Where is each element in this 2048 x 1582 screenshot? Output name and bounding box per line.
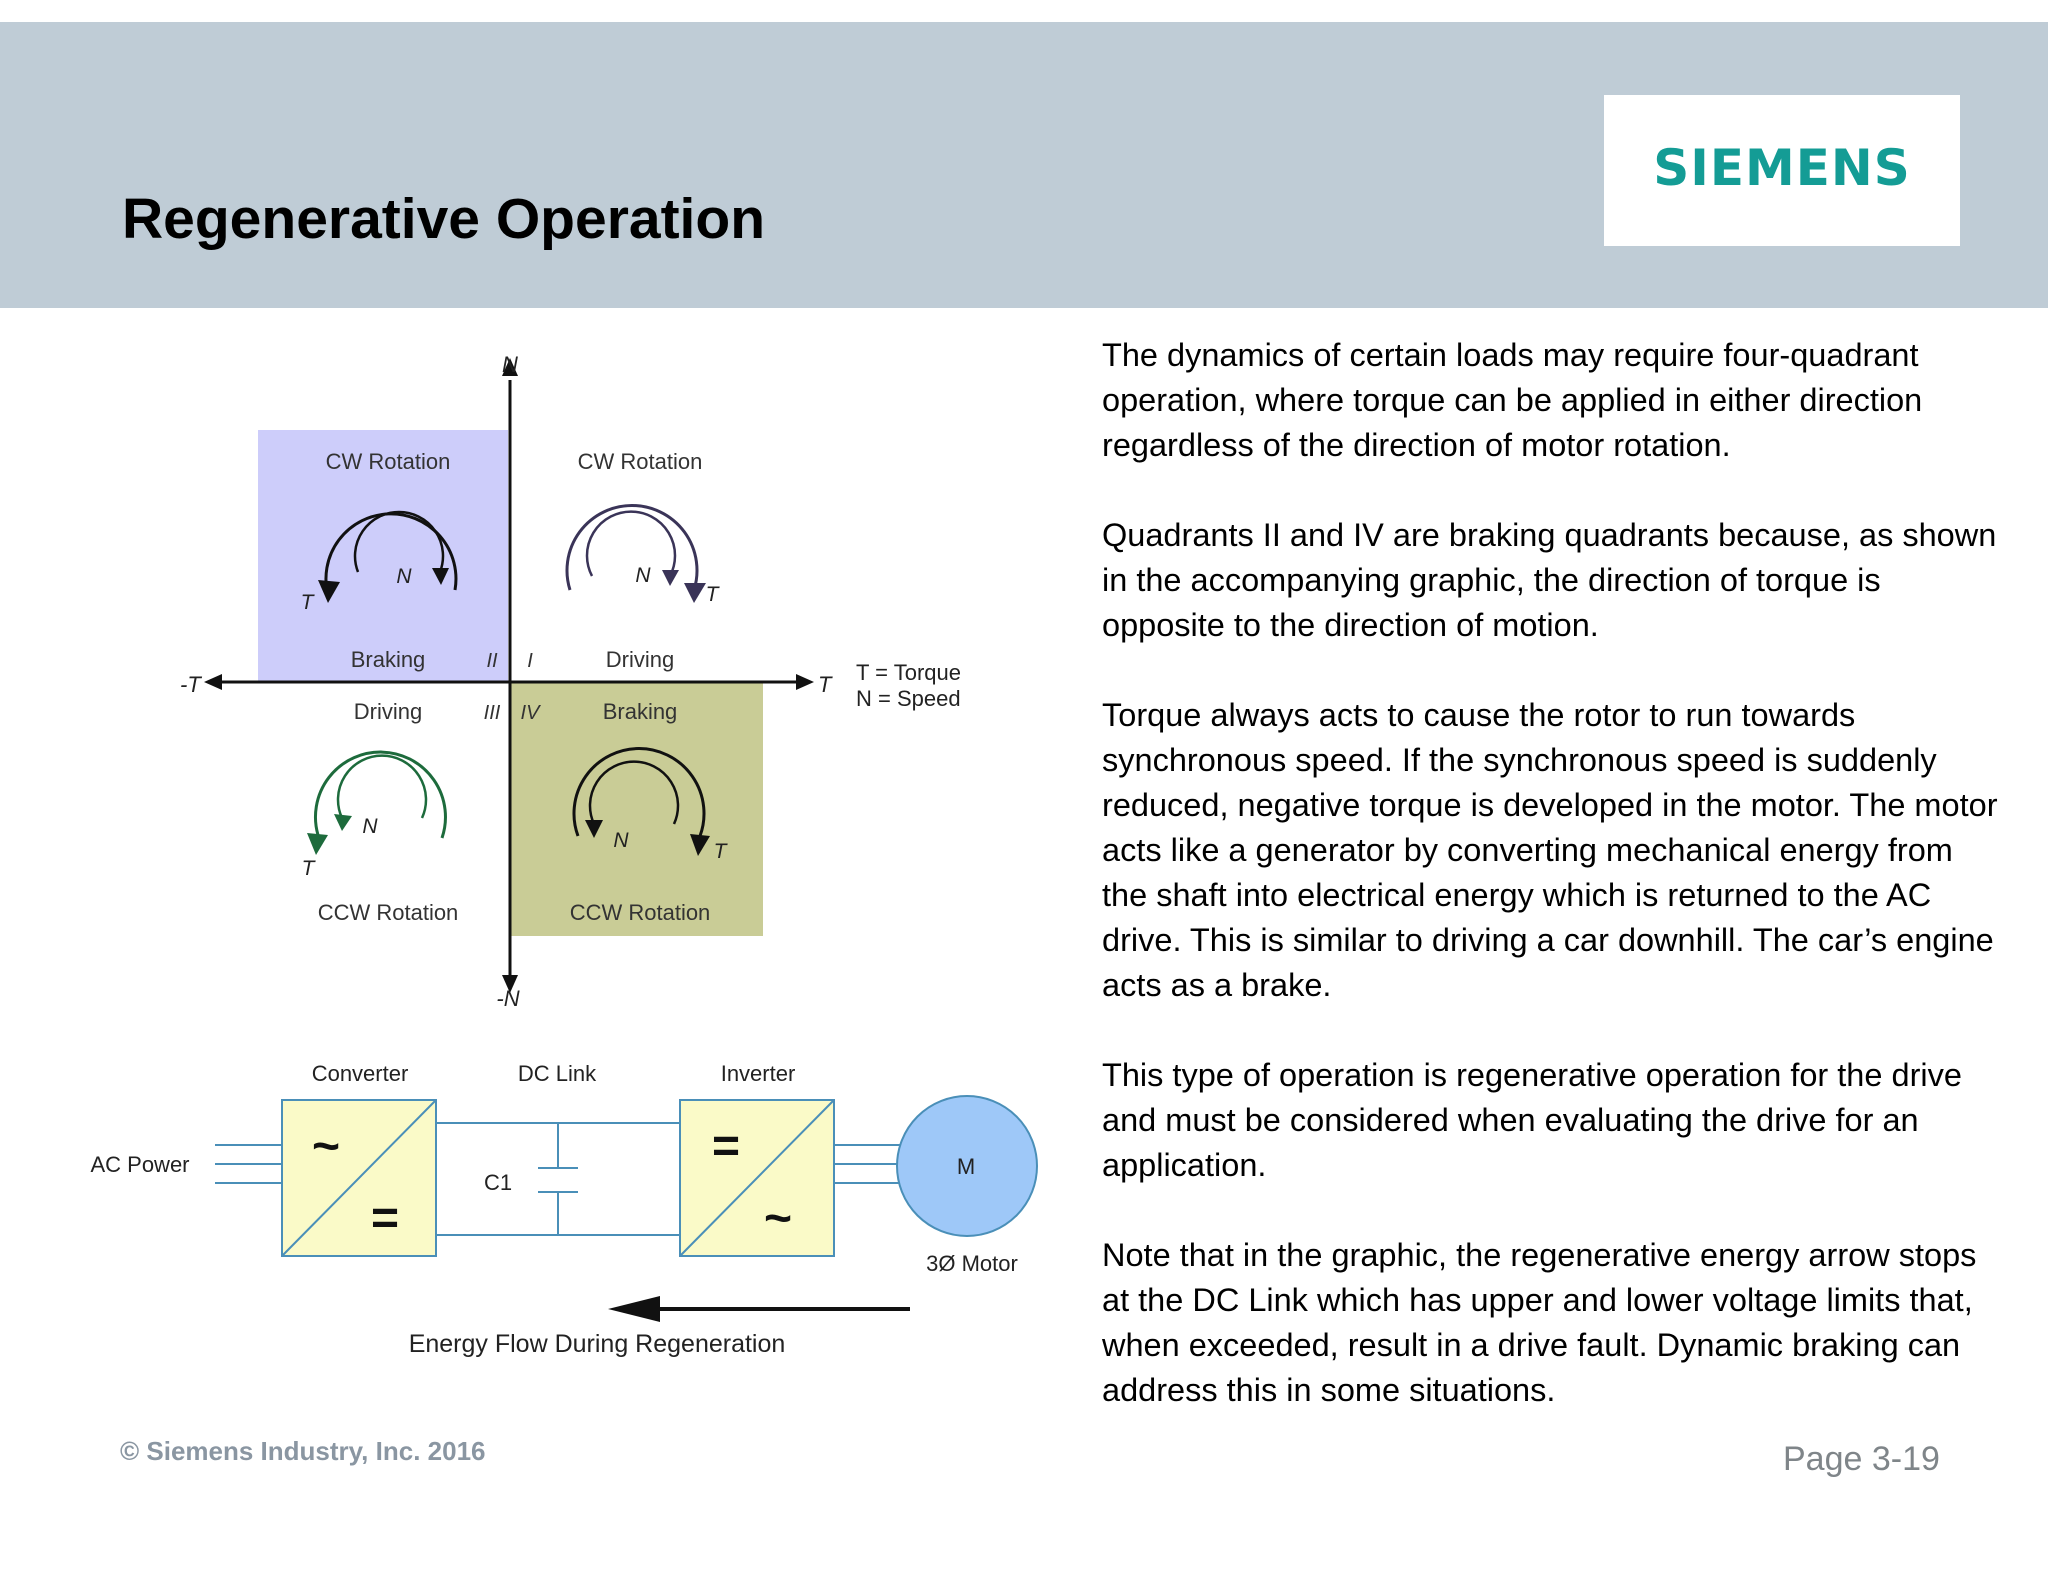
q4-rotation-label: CCW Rotation	[569, 900, 711, 925]
inverter-dc-symbol: =	[711, 1120, 741, 1173]
q1-t-label: T	[705, 583, 719, 606]
q3-speed-arc	[338, 756, 426, 818]
paragraph: Quadrants II and IV are braking quadrants because, as shown in the accompanying graphic, the direction of torque is opposite to the direction of motion.	[1102, 517, 1997, 643]
legend-torque: T = Torque	[856, 660, 961, 685]
paragraph: The dynamics of certain loads may require four-quadrant operation, where torque can be applied in either direction regardless of the direction of motor rotation.	[1102, 337, 1923, 463]
ac-power-label: AC Power	[90, 1152, 190, 1177]
q1-mode-label: Driving	[605, 647, 675, 672]
energy-flow-arrowhead	[608, 1296, 660, 1322]
q3-mode-label: Driving	[353, 699, 423, 724]
q1-torque-arrowhead	[684, 583, 706, 603]
q3-n-label: N	[362, 815, 378, 838]
quadrant-iv-numeral: IV	[520, 702, 540, 724]
inverter-ac-symbol: ~	[763, 1192, 793, 1245]
q2-n-label: N	[396, 565, 412, 588]
torque-axis-left-arrow	[204, 674, 222, 690]
torque-axis-right-arrow	[796, 674, 814, 690]
axis-neg-n-label: -N	[496, 986, 520, 1011]
quadrant-ii-numeral: II	[486, 650, 498, 672]
paragraph: This type of operation is regenerative operation for the drive and must be considered when evaluating the drive for an application.	[1102, 1057, 1962, 1183]
converter-dc-symbol: =	[370, 1192, 400, 1245]
energy-flow-label: Energy Flow During Regeneration	[408, 1330, 786, 1358]
q2-t-label: T	[300, 591, 314, 614]
motor-label: 3Ø Motor	[926, 1251, 1018, 1276]
motor-symbol: M	[956, 1154, 976, 1179]
q2-mode-label: Braking	[350, 647, 426, 672]
q3-torque-arrowhead	[307, 833, 328, 855]
q4-n-label: N	[613, 829, 629, 852]
page-number: Page 3-19	[1783, 1440, 1940, 1478]
dc-link-label: DC Link	[517, 1061, 597, 1086]
q1-speed-arc	[587, 512, 675, 576]
paragraph: Note that in the graphic, the regenerative energy arrow stops at the DC Link which has upper and lower voltage limits that, when exceeded, result in a drive fault. Dynamic braking can address this in some situations.	[1102, 1237, 1977, 1408]
q3-rotation-label: CCW Rotation	[317, 900, 459, 925]
q1-rotation-label: CW Rotation	[577, 449, 703, 474]
copyright: © Siemens Industry, Inc. 2016	[120, 1436, 486, 1466]
q3-t-label: T	[301, 857, 315, 880]
paragraph: Torque always acts to cause the rotor to run towards synchronous speed. If the synchronous speed is suddenly reduced, negative torque is developed in the motor. The motor acts like a generator by converting mechanical energy from the shaft into electrical energy which is returned to the AC drive. This is similar to driving a car downhill. The car’s engine acts as a brake.	[1102, 697, 1998, 1003]
page-title: Regenerative Operation	[122, 187, 766, 251]
axis-t-label: T	[818, 672, 832, 697]
q1-speed-arrowhead	[662, 570, 679, 586]
axis-n-label: N	[502, 352, 518, 377]
q4-t-label: T	[713, 840, 727, 863]
q4-mode-label: Braking	[602, 699, 678, 724]
q3-speed-arrowhead	[334, 814, 352, 831]
siemens-logo: SIEMENS	[1653, 139, 1911, 197]
inverter-label: Inverter	[720, 1061, 796, 1086]
legend-speed: N = Speed	[856, 686, 961, 711]
quadrant-iii-numeral: III	[483, 702, 501, 724]
converter-label: Converter	[311, 1061, 409, 1086]
body-text	[1102, 333, 2002, 1458]
converter-ac-symbol: ~	[311, 1120, 341, 1173]
quadrant-i-numeral: I	[527, 650, 533, 672]
q2-rotation-label: CW Rotation	[325, 449, 451, 474]
axis-neg-t-label: -T	[180, 672, 201, 697]
q1-n-label: N	[635, 564, 651, 587]
capacitor-label: C1	[483, 1170, 513, 1195]
